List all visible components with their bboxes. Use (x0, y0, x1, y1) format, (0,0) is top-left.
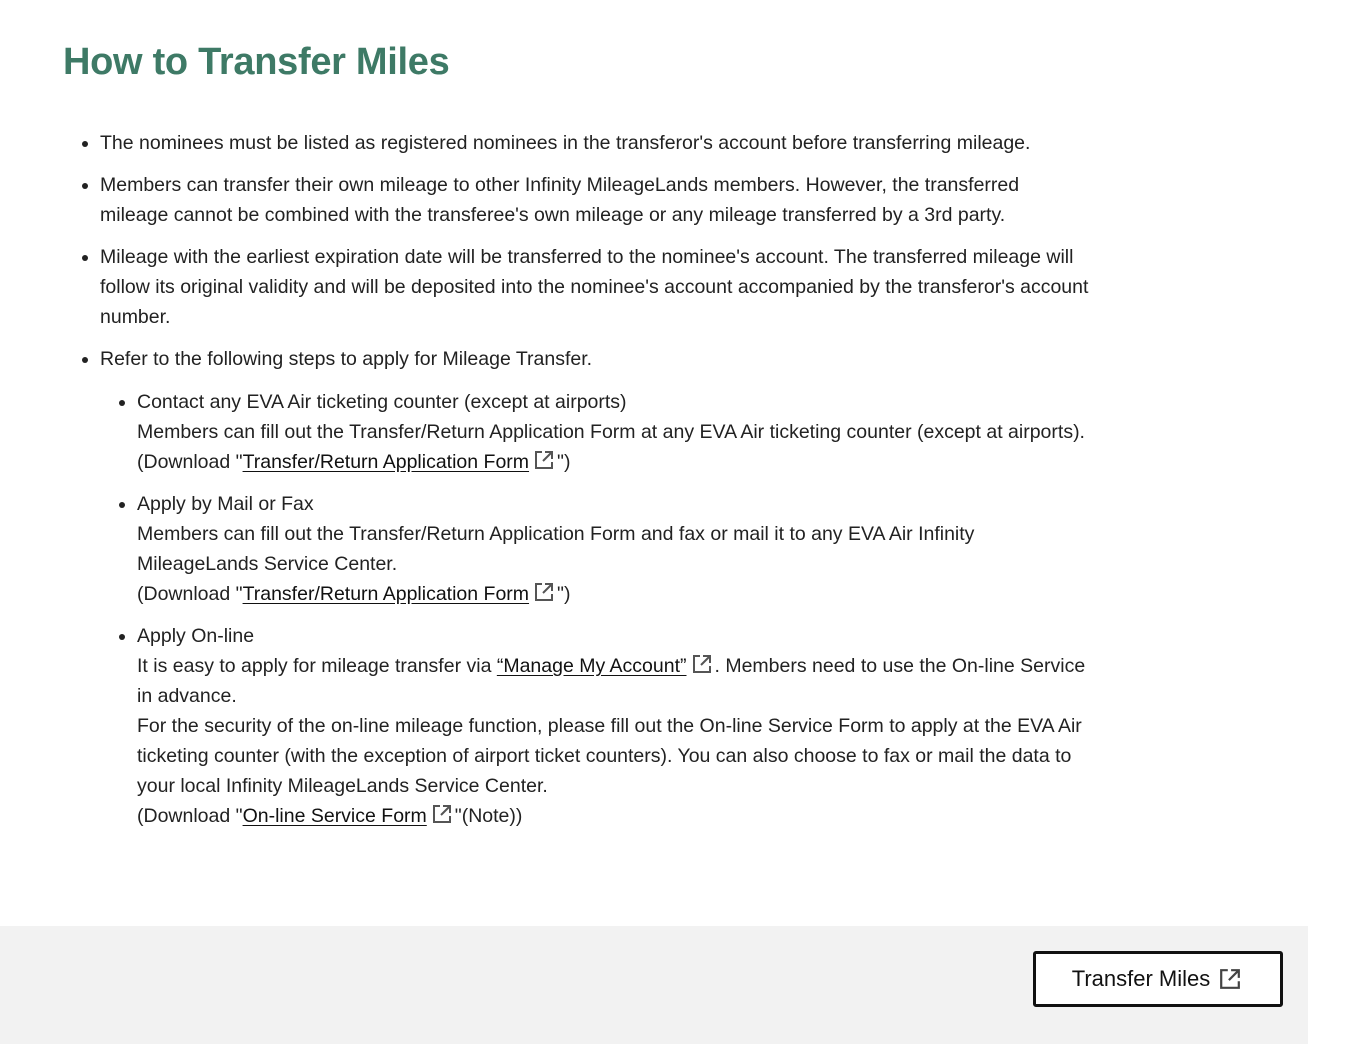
external-link-icon (692, 654, 712, 674)
external-link-icon (534, 582, 554, 602)
nominee-rule-text: The nominees must be listed as registered nominees in the transferor's account before transferring mileage. (100, 132, 1031, 154)
download-prefix: (Download " (137, 805, 243, 827)
step-item-counter (137, 387, 1090, 477)
step-description (137, 651, 1090, 711)
step-title: • Contact any EVA Air ticketing counter (except at airports) (137, 391, 627, 413)
desc-suffix: . Members need to use the On-line Service in advance. (137, 655, 1086, 707)
transfer-miles-label: Transfer Miles (1071, 966, 1211, 991)
transfer-return-form-link[interactable]: Transfer/Return Application Form (242, 583, 530, 605)
transfer-miles-button[interactable] (1033, 951, 1283, 1007)
step-item-mail (137, 489, 1090, 609)
page-title: How to Transfer Miles (63, 41, 450, 83)
download-line (137, 447, 1090, 477)
step-title: • Apply On-line (137, 625, 255, 647)
download-suffix: "(Note)) (454, 805, 523, 827)
transfer-rule-text: Members can transfer their own mileage to other Infinity MileageLands members. However, the transferred mileage cannot be combined with the transferee's own mileage or any mileage transferred by a 3rd party. (100, 174, 1020, 226)
list-item (100, 242, 1090, 332)
download-line (137, 579, 1090, 609)
download-prefix: (Download " (137, 583, 243, 605)
list-item (100, 344, 1090, 831)
external-link-icon (1219, 968, 1241, 990)
step-item-online (137, 621, 1090, 831)
download-suffix: ") (557, 451, 571, 473)
step-title: • Apply by Mail or Fax (137, 493, 314, 515)
download-prefix: (Download " (137, 451, 243, 473)
online-service-form-link[interactable]: On-line Service Form (242, 805, 427, 827)
footer-band (0, 926, 1308, 1044)
external-link-icon (432, 804, 452, 824)
list-item (100, 128, 1090, 158)
expiration-rule-text: Mileage with the earliest expiration date will be transferred to the nominee's account. The transferred mileage will follow its original validity and will be deposited into the nominee's account accompanied by the transferor's account number. (100, 246, 1089, 328)
manage-my-account-link[interactable]: “Manage My Account” (496, 655, 687, 677)
download-suffix: ") (557, 583, 571, 605)
step-description: Members can fill out the Transfer/Return Application Form at any EVA Air ticketing counter (except at airports). (137, 421, 1085, 443)
step-description: Members can fill out the Transfer/Return Application Form and fax or mail it to any EVA Air Infinity MileageLands Service Center. (137, 523, 975, 575)
transfer-return-form-link[interactable]: Transfer/Return Application Form (242, 451, 530, 473)
list-item (100, 170, 1090, 230)
steps-list (100, 387, 1090, 831)
steps-intro-text: Refer to the following steps to apply for Mileage Transfer. (100, 348, 593, 370)
security-note: For the security of the on-line mileage function, please fill out the On-line Service Form to apply at the EVA Air ticketing counter (with the exception of airport ticket counters). You can also choose to fax or mail the data to your local Infinity MileageLands Service Center. (137, 715, 1082, 797)
desc-prefix: It is easy to apply for mileage transfer via (137, 655, 497, 677)
info-list (63, 128, 1090, 843)
download-line (137, 801, 1090, 831)
external-link-icon (534, 450, 554, 470)
